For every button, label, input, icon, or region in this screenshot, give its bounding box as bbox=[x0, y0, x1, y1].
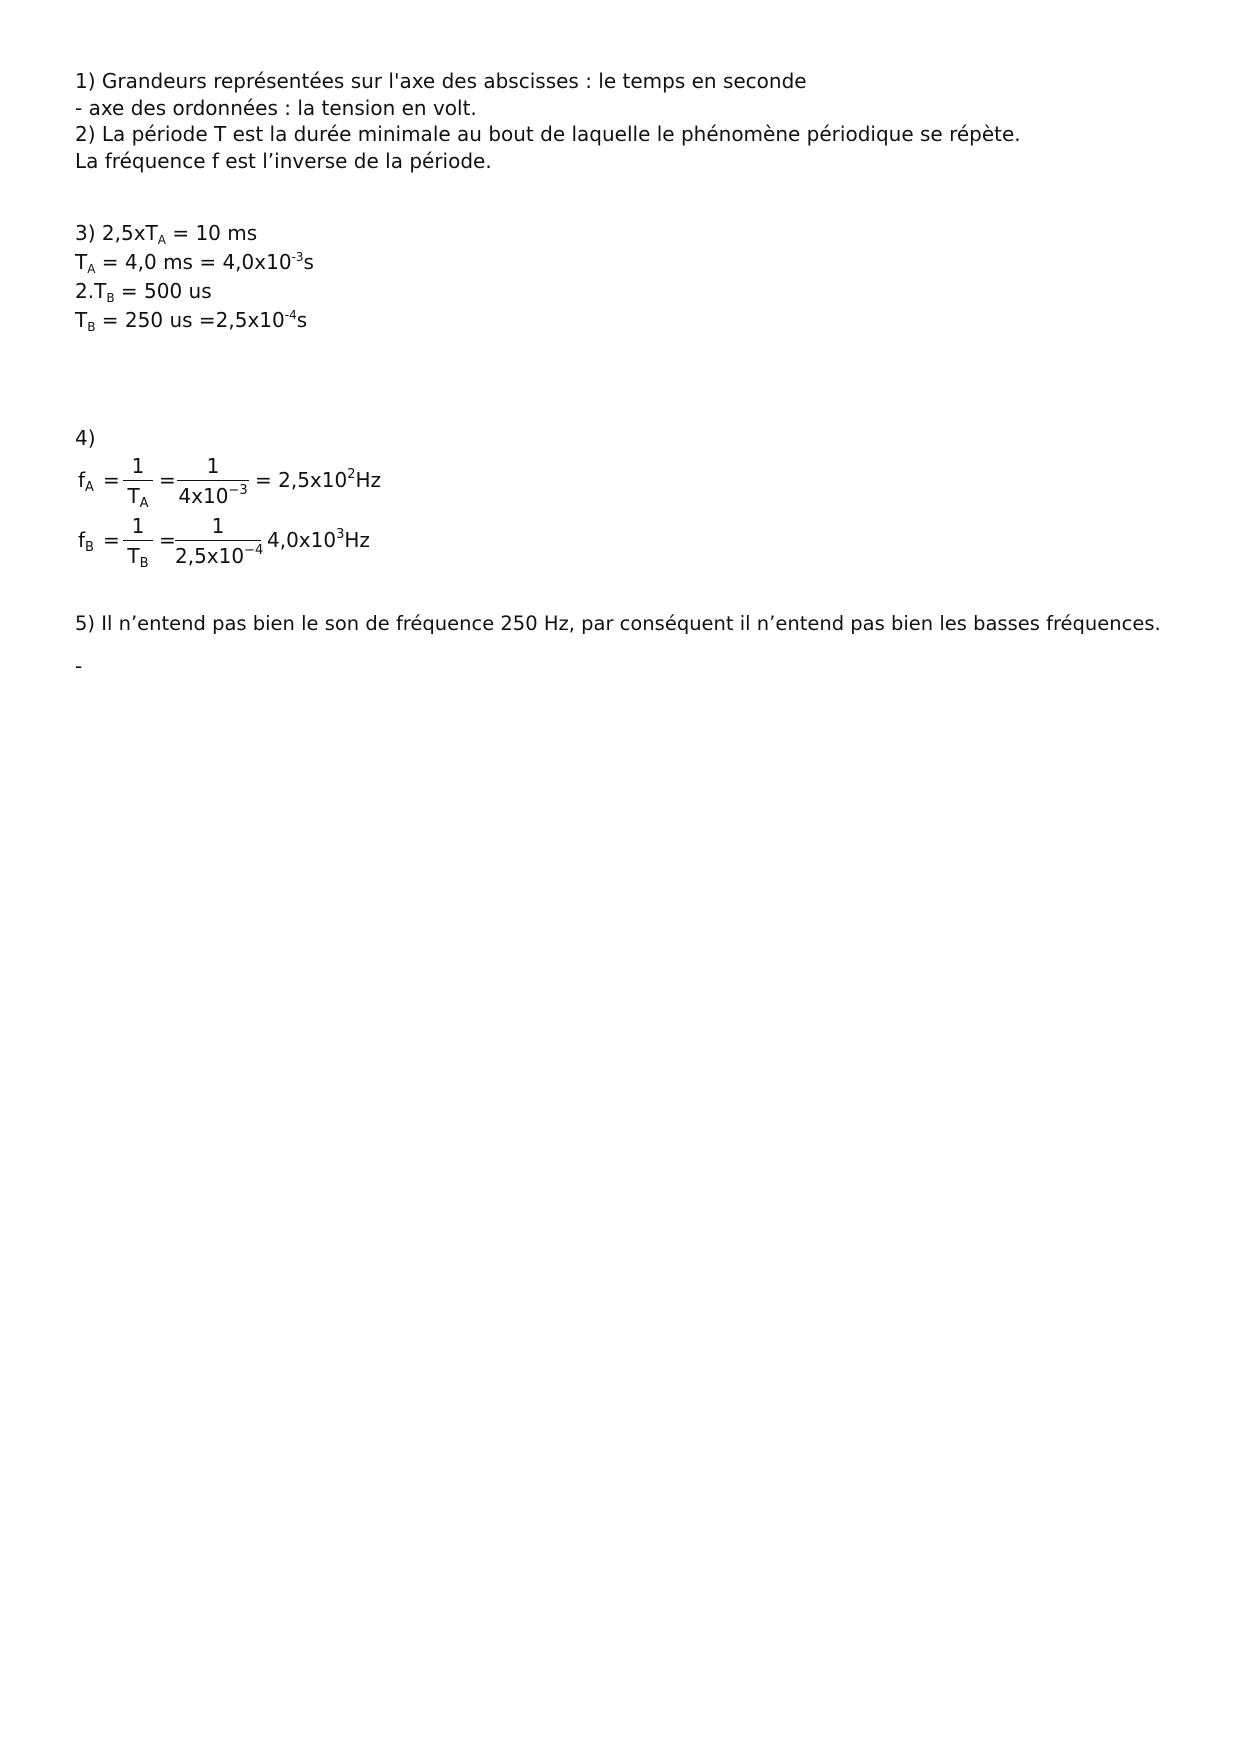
q2-line-2: La fréquence f est l’inverse de la période. bbox=[75, 149, 492, 173]
q4-label: 4) bbox=[75, 426, 96, 450]
fa-lhs: $f_A$ bbox=[78, 468, 94, 495]
trailing-dash: - bbox=[75, 654, 83, 678]
formula-fa bbox=[75, 454, 395, 512]
q2-line-1: 2) La période T est la durée minimale au bout de laquelle le phénomène périodique se répète. bbox=[75, 122, 1021, 146]
fa-result: = $2,5x10^2Hz$ bbox=[255, 467, 382, 492]
fb-lhs: $f_B$ bbox=[78, 528, 94, 555]
q3-line-4: $T_B = 250$ us $=2,5x10^{-4}s$ bbox=[75, 308, 308, 334]
q3-line-1: 3) $2,5xT_A = 10$ ms bbox=[75, 221, 258, 247]
q1-line-2: - axe des ordonnées : la tension en volt. bbox=[75, 96, 477, 120]
fa-fraction-2: 1 $4x10^{-3}$ bbox=[178, 454, 248, 508]
fb-fraction-1: 1 $T_B$ bbox=[123, 514, 153, 568]
formula-fb bbox=[75, 514, 395, 572]
q5-line-1: 5) Il n’entend pas bien le son de fréquence 250 Hz, par conséquent il n’entend pas bien les basses fréquences. bbox=[75, 612, 1161, 635]
q1-line-1: 1) Grandeurs représentées sur l'axe des abscisses : le temps en seconde bbox=[75, 69, 807, 93]
fb-fraction-2: 1 $2,5x10^{-4}$ bbox=[175, 514, 264, 568]
fb-equals-2: = bbox=[159, 528, 176, 552]
fa-equals-2: = bbox=[159, 468, 176, 492]
fa-fraction-1: 1 $T_A$ bbox=[123, 454, 153, 508]
q3-line-2: $T_A = 4,0$ ms = $4,0x10^{-3}s$ bbox=[75, 250, 314, 276]
fb-result: $4,0x10^3Hz$ bbox=[267, 527, 370, 552]
fb-equals-1: = bbox=[103, 528, 120, 552]
fa-equals-1: = bbox=[103, 468, 120, 492]
q3-line-3: $2.T_B = 500$ us bbox=[75, 279, 212, 305]
